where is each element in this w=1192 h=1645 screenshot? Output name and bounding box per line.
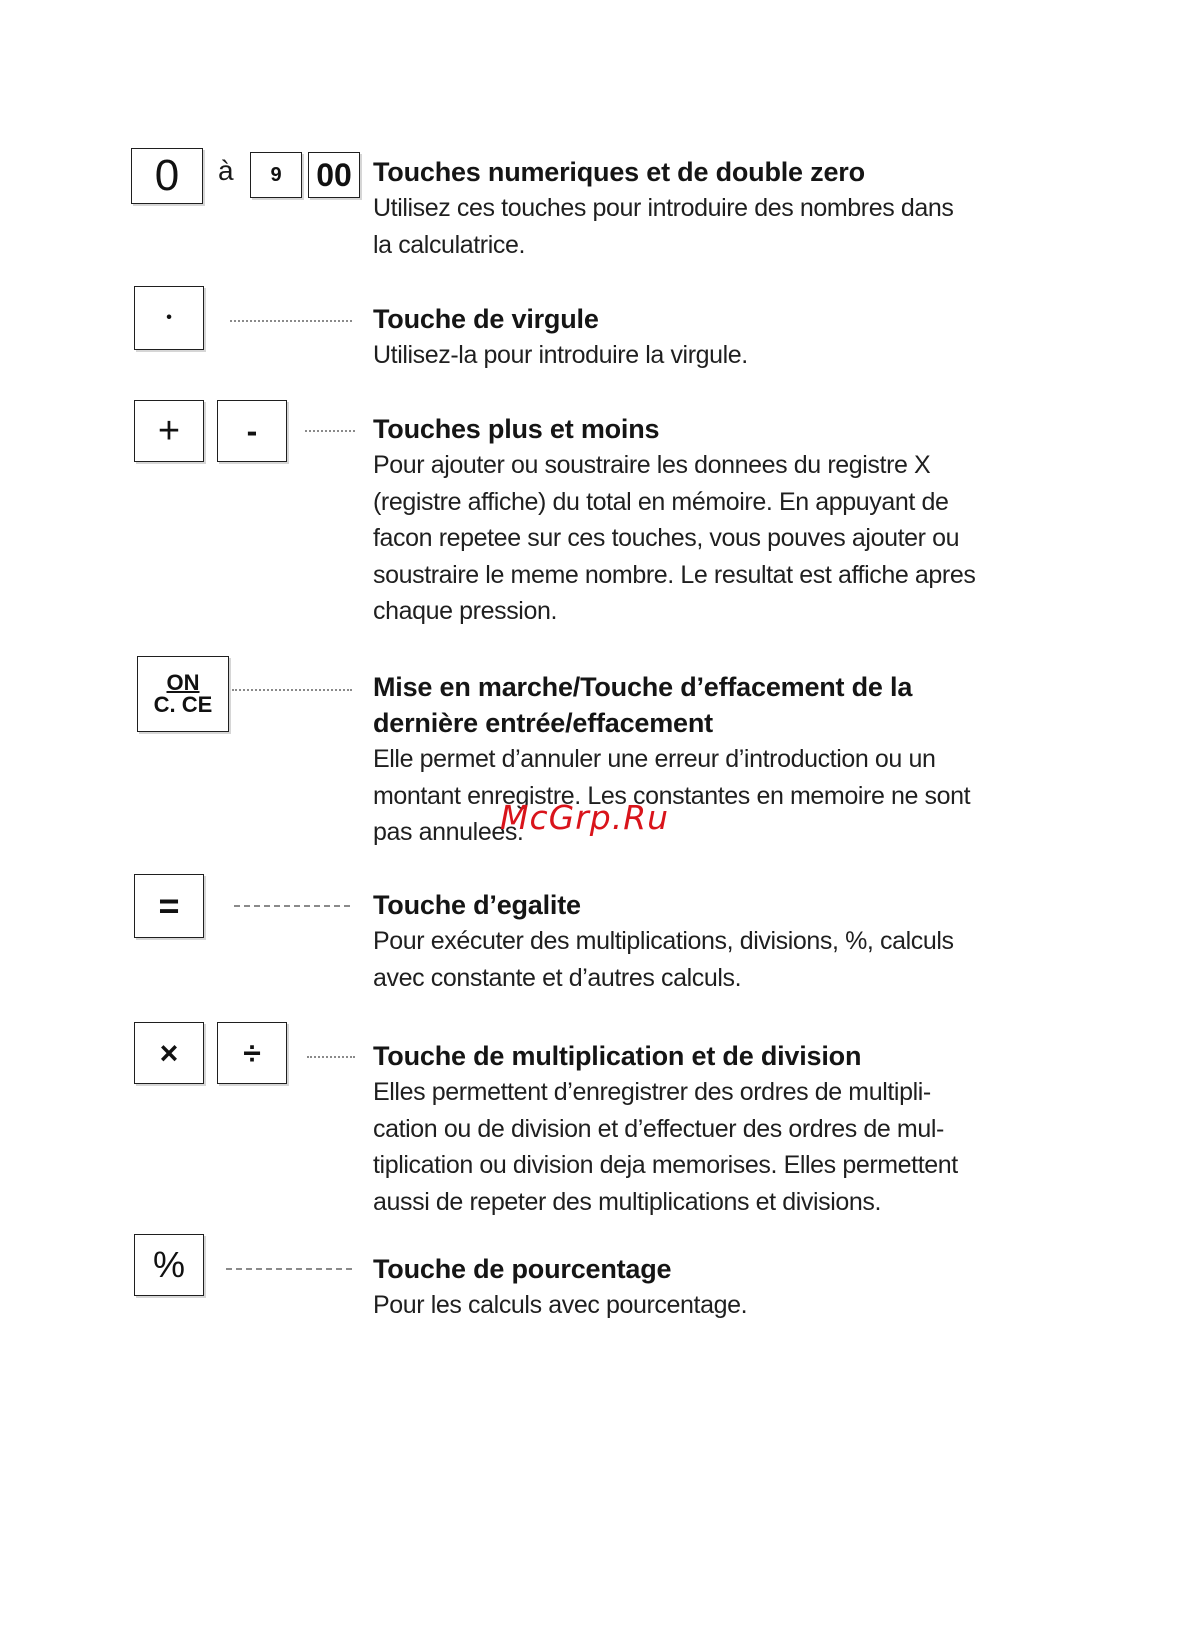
entry-desc-line: Pour les calculs avec pourcentage. [373,1291,748,1319]
entry-desc-line: soustraire le meme nombre. Le resultat est affiche apres [373,560,976,589]
key-equals: = [134,874,204,938]
key-percent: % [134,1234,204,1296]
key-divide: ÷ [217,1022,287,1084]
key-00: 00 [308,152,360,198]
watermark: McGrp.Ru [500,798,670,837]
entry-title: Touche de pourcentage [373,1254,672,1284]
entry-desc-line: Pour ajouter ou soustraire les donnees du registre X [373,451,931,479]
leader-dots [305,430,355,432]
key-multiply: × [134,1022,204,1084]
entry-desc-line: Elles permettent d’enregistrer des ordres de multipli- [373,1078,931,1106]
entry-desc-line: Utilisez-la pour introduire la virgule. [373,341,748,369]
leader-dots [307,1056,355,1058]
entry-title: Touches numeriques et de double zero [373,157,865,187]
entry-desc-line: montant enregistre. Les constantes en memoire ne sont [373,781,971,810]
leader-dots [230,320,352,322]
entry-title: Mise en marche/Touche d’effacement de la [373,672,913,702]
entry-desc-line: chaque pression. [373,597,558,625]
entry-desc-line: Elle permet d’annuler une erreur d’introduction ou un [373,745,936,773]
entry-desc-line: la calculatrice. [373,230,525,259]
key-9: 9 [250,152,302,198]
entry-desc-line: tiplication ou division deja memorises. Elles permettent [373,1151,958,1179]
entry-desc-line: aussi de repeter des multiplications et divisions. [373,1187,882,1216]
entry-desc-line: facon repetee sur ces touches, vous pouves ajouter ou [373,524,960,552]
key-decimal: • [134,286,204,350]
leader-dots [232,689,352,691]
key-0: 0 [131,148,203,204]
entry-title: Touche de multiplication et de division [373,1041,862,1071]
entry-desc-line: cation ou de division et d’effectuer des ordres de mul- [373,1114,944,1143]
entry-desc-line: Pour exécuter des multiplications, divisions, %, calculs [373,927,954,955]
key-plus: + [134,400,204,462]
range-connector: à [218,155,234,186]
key-minus: - [217,400,287,462]
leader-dots [234,905,350,907]
entry-title: dernière entrée/effacement [373,708,713,738]
entry-title: Touches plus et moins [373,414,660,444]
entry-desc-line: avec constante et d’autres calculs. [373,963,742,992]
entry-desc-line: Utilisez ces touches pour introduire des nombres dans [373,194,954,222]
entry-desc-line: pas annulees. [373,818,524,846]
key-on-clear: ON C. CE [137,656,229,732]
entry-desc-line: (registre affiche) du total en mémoire. En appuyant de [373,487,949,516]
entry-title: Touche de virgule [373,304,599,334]
leader-dots [226,1268,352,1270]
entry-title: Touche d’egalite [373,890,581,920]
